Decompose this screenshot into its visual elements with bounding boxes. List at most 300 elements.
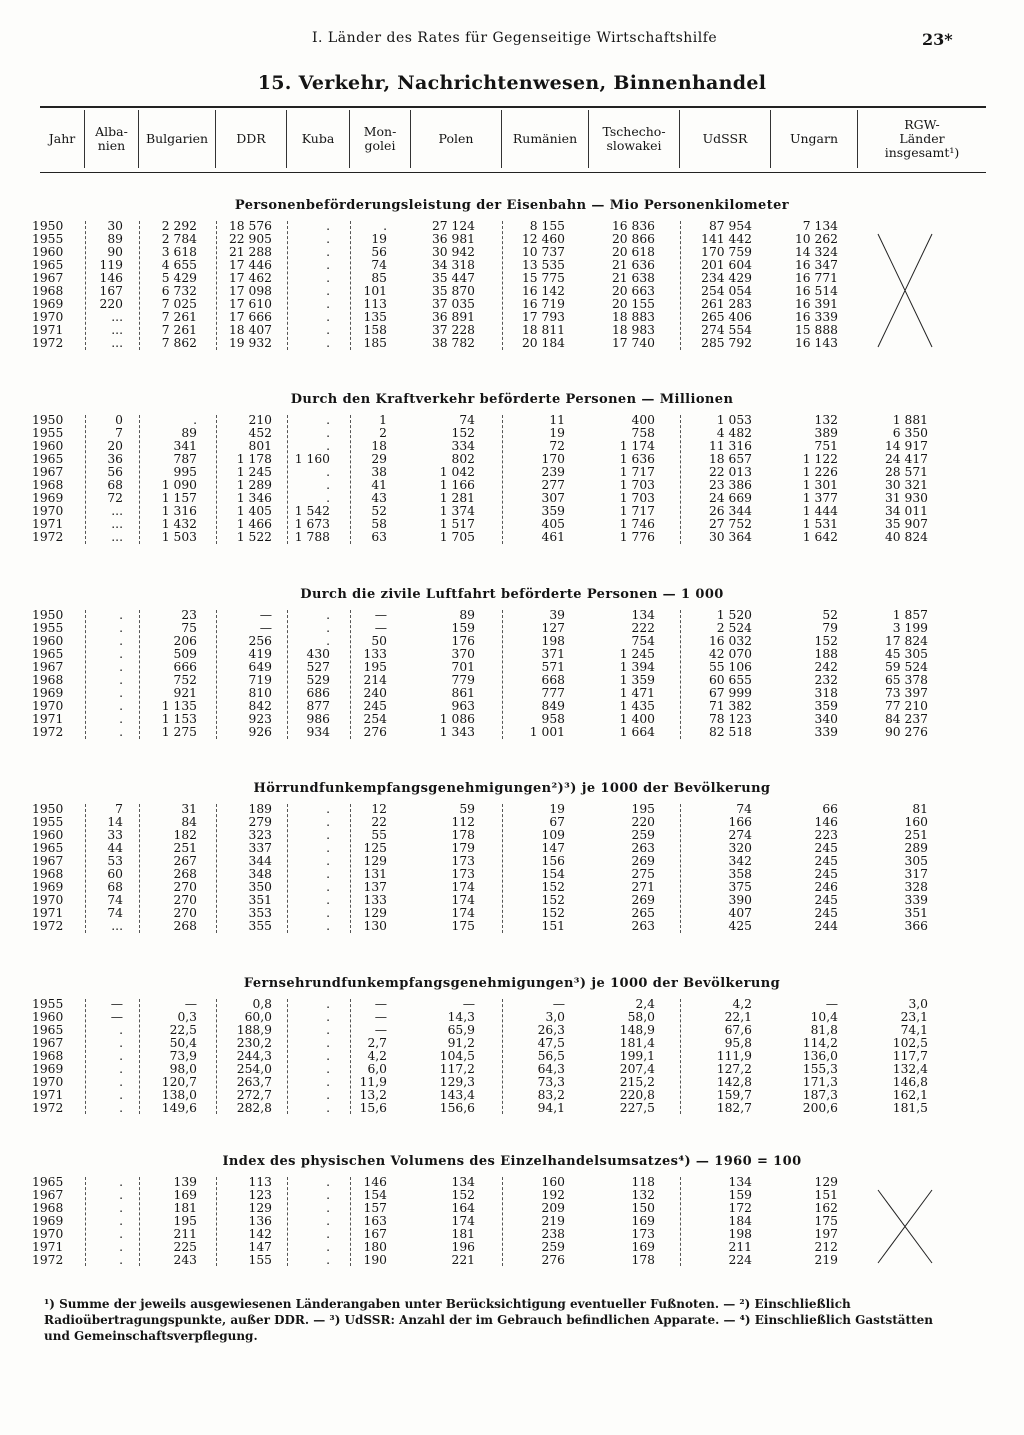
value-cell-bulgarien: 7 862 [161,336,197,351]
value-cell-ddr: 129 [248,1201,272,1216]
value-cell-tschechoslowakei: 20 618 [611,245,655,260]
value-cell-ruma-nien: 958 [541,712,565,727]
value-cell-polen: 91,2 [447,1036,475,1051]
value-cell-mongolei: 1 [379,413,387,427]
value-cell-bulgarien: 1 153 [161,712,197,727]
value-cell-ungarn: 197 [814,1227,838,1242]
value-cell-udssr: 87 954 [708,219,752,233]
value-cell-polen: 178 [451,828,475,843]
table-row [0,609,1024,622]
value-cell-ruma-nien: — [552,997,565,1011]
column-header-ddr [216,108,286,170]
value-cell-albanien: . [119,1101,123,1116]
value-cell-kuba: . [326,621,330,636]
value-cell-udssr: 67,6 [724,1023,752,1038]
value-cell-albanien: 68 [107,880,123,895]
value-cell-ungarn: 114,2 [802,1036,838,1051]
value-cell-albanien: . [119,686,123,701]
column-separator [350,415,351,544]
value-cell-kuba: . [326,1188,330,1203]
year-cell: 1971 [32,323,64,338]
value-cell-ungarn: 389 [814,426,838,441]
value-cell-tschechoslowakei: 1 717 [619,504,655,519]
value-cell-albanien: 60 [107,867,123,882]
value-cell-ddr: 244,3 [236,1049,272,1064]
value-cell-bulgarien: 787 [173,452,197,467]
value-cell-kuba: . [326,1214,330,1229]
value-cell-kuba: . [326,608,330,622]
value-cell-bulgarien: 752 [173,673,197,688]
table-row [0,920,1024,933]
value-cell-kuba: . [326,841,330,856]
value-cell-kuba: . [326,1036,330,1051]
value-cell-ddr: 323 [248,828,272,843]
value-cell-udssr: 182,7 [716,1101,752,1116]
value-cell-tschechoslowakei: 1 746 [619,517,655,532]
table-row [0,453,1024,466]
value-cell-polen: 36 891 [431,310,475,325]
value-cell-albanien: . [119,699,123,714]
value-cell-ruma-nien: 18 811 [521,323,565,338]
value-cell-ddr: 1 405 [236,504,272,519]
value-cell-polen: 174 [451,906,475,921]
table-row [0,233,1024,246]
value-cell-albanien: 72 [107,491,123,506]
table-row [0,298,1024,311]
value-cell-ddr: 279 [248,815,272,830]
column-header-ungarn [771,108,857,170]
value-cell-udssr: 26 344 [708,504,752,519]
value-cell-albanien: ... [111,336,123,351]
value-cell-albanien: 146 [99,271,123,286]
table-row [0,492,1024,505]
value-cell-udssr: 24 669 [708,491,752,506]
value-cell-udssr: 134 [728,1175,752,1189]
value-cell-ungarn: 245 [814,841,838,856]
value-cell-ddr: — [259,621,272,636]
value-cell-ruma-nien: 17 793 [521,310,565,325]
column-header-line: nien [97,138,126,153]
value-cell-ungarn: 129 [814,1175,838,1189]
value-cell-ruma-nien: 152 [541,906,565,921]
value-cell-mongolei: 137 [363,880,387,895]
year-cell: 1965 [32,841,64,856]
value-cell-bulgarien: 268 [173,867,197,882]
value-cell-ddr: — [259,608,272,622]
table-row [0,479,1024,492]
year-cell: 1950 [32,802,64,816]
value-cell-ddr: 419 [248,647,272,662]
value-cell-rgw-la-nder-insgesamt: 160 [904,815,928,830]
value-cell-ungarn: 1 122 [802,452,838,467]
column-header-kuba [287,108,349,170]
value-cell-bulgarien: 149,6 [161,1101,197,1116]
value-cell-kuba: 1 788 [294,530,330,545]
column-header-line: Alba- [95,124,128,139]
value-cell-ddr: 113 [248,1175,272,1189]
value-cell-albanien: . [119,608,123,622]
value-cell-tschechoslowakei: 18 883 [611,310,655,325]
column-header-rgw-la-nder-insgesamt [858,108,986,170]
value-cell-kuba: . [326,634,330,649]
table-row [0,868,1024,881]
value-cell-polen: 65,9 [447,1023,475,1038]
value-cell-bulgarien: 270 [173,893,197,908]
value-cell-albanien: . [119,660,123,675]
page-number: 23* [922,30,953,49]
value-cell-kuba: . [326,271,330,286]
value-cell-tschechoslowakei: 1 664 [619,725,655,740]
value-cell-bulgarien: 2 784 [161,232,197,247]
value-cell-bulgarien: 120,7 [161,1075,197,1090]
value-cell-albanien: 7 [115,802,123,816]
table-row [0,466,1024,479]
header-column-separator [349,110,350,168]
value-cell-ddr: 649 [248,660,272,675]
table-row [0,1089,1024,1102]
value-cell-mongolei: 276 [363,725,387,740]
value-cell-ruma-nien: 26,3 [537,1023,565,1038]
year-cell: 1969 [32,297,64,312]
value-cell-udssr: 254 054 [701,284,752,299]
table-row [0,661,1024,674]
value-cell-udssr: 201 604 [701,258,752,273]
value-cell-mongolei: 254 [363,712,387,727]
value-cell-tschechoslowakei: 199,1 [619,1049,655,1064]
column-header-line: Bulgarien [145,131,209,146]
value-cell-ungarn: 232 [814,673,838,688]
value-cell-udssr: 261 283 [701,297,752,312]
value-cell-ddr: 188,9 [236,1023,272,1038]
value-cell-bulgarien: 89 [181,426,197,441]
value-cell-albanien: ... [111,919,123,934]
column-separator [502,415,503,544]
table-row [0,687,1024,700]
value-cell-tschechoslowakei: 1 400 [619,712,655,727]
value-cell-albanien: 220 [99,297,123,312]
value-cell-mongolei: 129 [363,854,387,869]
value-cell-ddr: 926 [248,725,272,740]
value-cell-mongolei: 12 [371,802,387,816]
year-cell: 1969 [32,491,64,506]
value-cell-kuba: . [326,1227,330,1242]
value-cell-ruma-nien: 83,2 [537,1088,565,1103]
value-cell-bulgarien: 666 [173,660,197,675]
value-cell-albanien: . [119,621,123,636]
value-cell-polen: 1 517 [439,517,475,532]
column-header-jahr [40,108,84,170]
value-cell-ruma-nien: 571 [541,660,565,675]
column-separator [350,804,351,933]
year-cell: 1968 [32,478,64,493]
column-header-line: Mon- [363,124,397,139]
value-cell-udssr: 4,2 [732,997,752,1011]
value-cell-rgw-la-nder-insgesamt: 1 881 [892,413,928,427]
column-header-line: golei [364,138,396,153]
value-cell-polen: 89 [459,608,475,622]
value-cell-albanien: . [119,1062,123,1077]
year-cell: 1970 [32,1075,64,1090]
table-row [0,1076,1024,1089]
value-cell-bulgarien: 75 [181,621,197,636]
value-cell-mongolei: — [374,621,387,636]
value-cell-ungarn: 242 [814,660,838,675]
value-cell-bulgarien: 195 [173,1214,197,1229]
block-title: Fernsehrundfunkempfangsgenehmigungen³) je 1000 der Bevölkerung [243,976,781,991]
value-cell-albanien: 44 [107,841,123,856]
value-cell-ruma-nien: 307 [541,491,565,506]
value-cell-udssr: 1 520 [716,608,752,622]
value-cell-polen: 174 [451,1214,475,1229]
year-cell: 1969 [32,880,64,895]
value-cell-albanien: 74 [107,906,123,921]
value-cell-tschechoslowakei: 1 703 [619,491,655,506]
value-cell-tschechoslowakei: 1 245 [619,647,655,662]
value-cell-ruma-nien: 147 [541,841,565,856]
value-cell-mongolei: 214 [363,673,387,688]
value-cell-polen: 963 [451,699,475,714]
column-separator [350,1177,351,1266]
value-cell-ruma-nien: 19 [549,802,565,816]
table-row [0,803,1024,816]
value-cell-ungarn: 132 [814,413,838,427]
year-cell: 1960 [32,1010,64,1025]
value-cell-ungarn: 16 347 [794,258,838,273]
value-cell-bulgarien: 7 261 [161,323,197,338]
value-cell-kuba: . [326,336,330,351]
column-separator [680,804,681,933]
value-cell-ddr: 350 [248,880,272,895]
value-cell-tschechoslowakei: 18 983 [611,323,655,338]
value-cell-ddr: 18 407 [228,323,272,338]
value-cell-rgw-la-nder-insgesamt: 339 [904,893,928,908]
value-cell-mongolei: 129 [363,906,387,921]
value-cell-ddr: 801 [248,439,272,454]
value-cell-udssr: 82 518 [708,725,752,740]
value-cell-tschechoslowakei: 20 155 [611,297,655,312]
table-row [0,1050,1024,1063]
value-cell-udssr: 358 [728,867,752,882]
value-cell-ruma-nien: 152 [541,880,565,895]
value-cell-albanien: 33 [107,828,123,843]
column-header-line: DDR [236,131,266,146]
value-cell-tschechoslowakei: 16 836 [611,219,655,233]
value-cell-tschechoslowakei: 1 703 [619,478,655,493]
value-cell-albanien: 68 [107,478,123,493]
value-cell-kuba: 686 [306,686,330,701]
value-cell-bulgarien: 7 025 [161,297,197,312]
value-cell-kuba: . [326,232,330,247]
column-header-line: Ungarn [789,131,839,146]
value-cell-kuba: . [326,258,330,273]
column-separator [85,804,86,933]
value-cell-rgw-la-nder-insgesamt: 59 524 [884,660,928,675]
year-cell: 1968 [32,673,64,688]
value-cell-udssr: 166 [728,815,752,830]
value-cell-albanien: . [119,1227,123,1242]
value-cell-ddr: 123 [248,1188,272,1203]
value-cell-mongolei: 130 [363,919,387,934]
year-cell: 1972 [32,725,64,740]
value-cell-polen: 173 [451,854,475,869]
value-cell-ungarn: 187,3 [802,1088,838,1103]
value-cell-kuba: 430 [306,647,330,662]
value-cell-ddr: 142 [248,1227,272,1242]
value-cell-bulgarien: 139 [173,1175,197,1189]
table-row [0,1215,1024,1228]
year-cell: 1960 [32,245,64,260]
value-cell-mongolei: 245 [363,699,387,714]
value-cell-kuba: . [326,867,330,882]
value-cell-ddr: 1 522 [236,530,272,545]
value-cell-ruma-nien: 10 737 [521,245,565,260]
year-cell: 1972 [32,1101,64,1116]
table-row [0,1024,1024,1037]
table-row [0,622,1024,635]
value-cell-kuba: 527 [306,660,330,675]
value-cell-tschechoslowakei: 148,9 [619,1023,655,1038]
header-column-separator [679,110,680,168]
value-cell-ungarn: 146 [814,815,838,830]
value-cell-rgw-la-nder-insgesamt: 74,1 [900,1023,928,1038]
value-cell-tschechoslowakei: 1 394 [619,660,655,675]
value-cell-ungarn: 212 [814,1240,838,1255]
value-cell-rgw-la-nder-insgesamt: 45 305 [884,647,928,662]
value-cell-udssr: 60 655 [708,673,752,688]
column-separator [287,1177,288,1266]
value-cell-ddr: 147 [248,1240,272,1255]
value-cell-ungarn: 151 [814,1188,838,1203]
value-cell-kuba: . [326,919,330,934]
value-cell-ruma-nien: 67 [549,815,565,830]
value-cell-udssr: 22,1 [724,1010,752,1025]
value-cell-albanien: 53 [107,854,123,869]
value-cell-ddr: 452 [248,426,272,441]
value-cell-ddr: 272,7 [236,1088,272,1103]
value-cell-ungarn: 245 [814,867,838,882]
value-cell-ddr: 17 666 [228,310,272,325]
column-header-line: slowakei [606,138,662,153]
value-cell-udssr: 375 [728,880,752,895]
header-column-separator [857,110,858,168]
value-cell-ruma-nien: 11 [549,413,565,427]
value-cell-ruma-nien: 405 [541,517,565,532]
value-cell-ruma-nien: 198 [541,634,565,649]
value-cell-rgw-la-nder-insgesamt: 34 011 [884,504,928,519]
value-cell-ungarn: 318 [814,686,838,701]
value-cell-rgw-la-nder-insgesamt: 14 917 [884,439,928,454]
column-header-line: Polen [438,131,474,146]
value-cell-rgw-la-nder-insgesamt: 23,1 [900,1010,928,1025]
value-cell-ruma-nien: 15 775 [521,271,565,286]
value-cell-ruma-nien: 170 [541,452,565,467]
value-cell-kuba: 1 542 [294,504,330,519]
value-cell-albanien: 89 [107,232,123,247]
value-cell-ruma-nien: 127 [541,621,565,636]
column-separator [287,221,288,350]
value-cell-polen: 59 [459,802,475,816]
value-cell-polen: 143,4 [439,1088,475,1103]
value-cell-bulgarien: 1 275 [161,725,197,740]
table-row [0,440,1024,453]
table-row [0,1176,1024,1189]
value-cell-ruma-nien: 152 [541,893,565,908]
year-cell: 1965 [32,647,64,662]
value-cell-mongolei: 63 [371,530,387,545]
column-separator [680,1177,681,1266]
value-cell-kuba: . [326,491,330,506]
value-cell-albanien: 119 [99,258,123,273]
value-cell-albanien: . [119,1049,123,1064]
value-cell-mongolei: — [374,1023,387,1038]
value-cell-kuba: . [326,1023,330,1038]
value-cell-albanien: . [119,1188,123,1203]
value-cell-kuba: . [326,1075,330,1090]
value-cell-kuba: . [326,413,330,427]
value-cell-udssr: 141 442 [701,232,752,247]
value-cell-tschechoslowakei: 207,4 [619,1062,655,1077]
value-cell-ruma-nien: 461 [541,530,565,545]
value-cell-udssr: 22 013 [708,465,752,480]
value-cell-polen: 802 [451,452,475,467]
value-cell-kuba: . [326,323,330,338]
value-cell-polen: 370 [451,647,475,662]
value-cell-albanien: . [119,673,123,688]
value-cell-polen: 74 [459,413,475,427]
value-cell-ungarn: 1 642 [802,530,838,545]
value-cell-tschechoslowakei: 220 [631,815,655,830]
value-cell-ungarn: 359 [814,699,838,714]
value-cell-udssr: 42 070 [708,647,752,662]
value-cell-kuba: . [326,906,330,921]
column-separator [502,1177,503,1266]
value-cell-bulgarien: 31 [181,802,197,816]
value-cell-tschechoslowakei: 173 [631,1227,655,1242]
value-cell-kuba: . [326,1101,330,1116]
value-cell-ungarn: 162 [814,1201,838,1216]
value-cell-ddr: 155 [248,1253,272,1268]
value-cell-ruma-nien: 668 [541,673,565,688]
value-cell-mongolei: 13,2 [359,1088,387,1103]
value-cell-albanien: ... [111,517,123,532]
value-cell-ungarn: 15 888 [794,323,838,338]
value-cell-kuba: . [326,1062,330,1077]
table-row [0,842,1024,855]
year-cell: 1965 [32,258,64,273]
column-separator [680,610,681,739]
year-cell: 1969 [32,1214,64,1229]
value-cell-ruma-nien: 19 [549,426,565,441]
column-separator [139,1177,140,1266]
value-cell-rgw-la-nder-insgesamt: 162,1 [892,1088,928,1103]
year-cell: 1970 [32,893,64,908]
value-cell-tschechoslowakei: 58,0 [627,1010,655,1025]
value-cell-albanien: 90 [107,245,123,260]
value-cell-ruma-nien: 259 [541,1240,565,1255]
table-row [0,726,1024,739]
value-cell-bulgarien: 2 292 [161,219,197,233]
value-cell-bulgarien: 6 732 [161,284,197,299]
value-cell-udssr: 170 759 [701,245,752,260]
table-row [0,531,1024,544]
year-cell: 1969 [32,686,64,701]
table-row [0,829,1024,842]
value-cell-udssr: 224 [728,1253,752,1268]
column-header-line: Länder [899,131,945,146]
value-cell-bulgarien: 206 [173,634,197,649]
value-cell-mongolei: 2 [379,426,387,441]
value-cell-udssr: 71 382 [708,699,752,714]
